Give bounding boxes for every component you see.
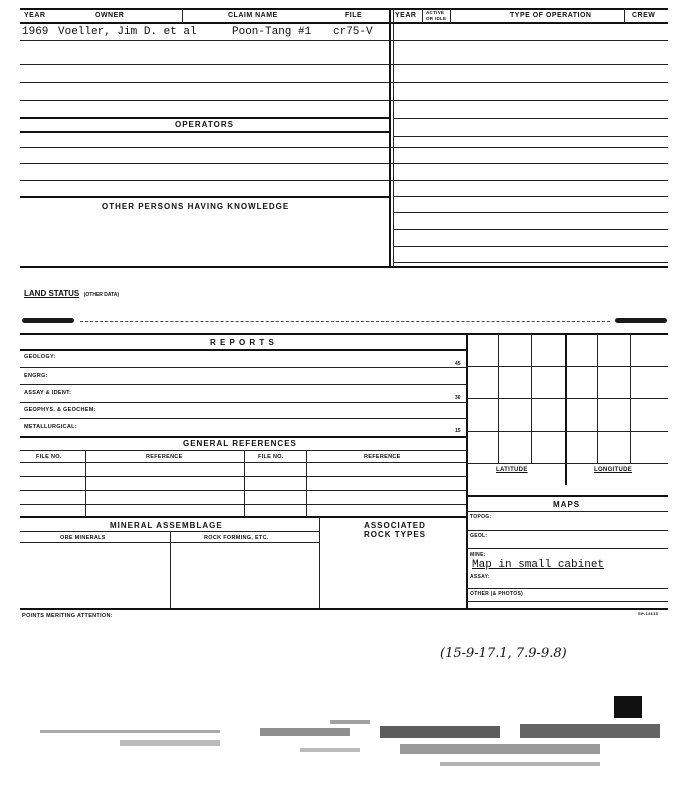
reports-header-rule [20,349,466,351]
row-line [20,450,466,451]
assay-map-label: ASSAY: [470,574,490,580]
grid-line [466,463,668,464]
type-operation-header: TYPE OF OPERATION [510,12,592,19]
associated-rock-types-title: ASSOCIATED ROCK TYPES [363,521,426,539]
geology-label: GEOLOGY: [24,354,56,360]
row-line [20,180,668,181]
mineral-top-rule [20,516,466,518]
col-line [319,516,320,608]
row-line [20,82,668,83]
row-line [20,542,319,543]
year2-header: YEAR [395,12,417,19]
active-idle-header: ACTIVE OR IDLE [426,10,447,21]
bottom-rule [20,608,668,610]
operators-bottom-rule [20,131,389,133]
rock-forming-header: ROCK FORMING, ETC. [204,535,269,541]
row-line [466,601,668,602]
col-line [85,450,86,516]
assay-label: ASSAY & IDENT: [24,390,72,396]
row-line [394,196,668,197]
row-line [394,262,668,263]
col-line [244,450,245,516]
row-line [466,530,668,531]
row-line [466,588,668,589]
top-border [20,8,668,10]
col-line [306,450,307,516]
file-no-header: FILE NO. [36,454,62,460]
entry-claim-name: Poon-Tang #1 [232,26,312,38]
divider [450,8,451,22]
divider [422,8,423,22]
row-line [20,384,466,385]
row-line [20,402,466,403]
row-line [394,212,668,213]
row-line [20,147,668,148]
metallurgical-label: METALLURGICAL: [24,424,77,430]
scale-30: 30 [455,395,461,401]
reports-top-rule [20,333,668,335]
row-line [20,40,668,41]
center-divider [389,8,391,266]
divider [182,8,183,22]
maps-top-rule [466,495,668,497]
form-code: SP-14615 [638,611,659,616]
scan-noise [0,690,678,800]
mine-value: Map in small cabinet [472,559,605,571]
scale-45: 45 [455,361,461,367]
row-line [20,163,668,164]
row-line [394,136,668,137]
points-meriting-label: POINTS MERITING ATTENTION: [22,613,113,619]
center-divider-2 [393,8,394,266]
handwritten-note: (15-9-17.1, 7.9-9.8) [440,646,567,661]
row-line [394,118,668,119]
row-line [394,246,668,247]
other-persons-top-rule [20,196,389,198]
row-line [466,511,668,512]
scan-artifact [22,318,74,323]
reference-header-2: REFERENCE [364,454,401,460]
grid-line [466,431,668,432]
mineral-assemblage-title: MINERAL ASSEMBLAGE [110,521,223,530]
operators-top-rule [20,117,389,119]
scale-15: 15 [455,428,461,434]
crew-header: CREW [632,12,656,19]
row-line [20,64,668,65]
entry-file: cr75-V [333,26,373,38]
claim-name-header: CLAIM NAME [228,12,278,19]
other-photos-label: OTHER (& PHOTOS) [470,591,524,597]
year-header: YEAR [24,12,46,19]
file-header: FILE [345,12,363,19]
row-line [20,490,466,491]
entry-year: 1969 [22,26,49,38]
land-status-label: LAND STATUS (OTHER DATA) [24,289,120,298]
dashed-line [80,321,610,322]
row-line [20,418,466,419]
owner-header: OWNER [95,12,125,19]
block-bottom-rule [20,266,668,268]
grid-line [466,366,668,367]
reference-header: REFERENCE [146,454,183,460]
row-line [20,100,668,101]
divider [624,8,625,22]
right-panel-divider [466,333,468,608]
geol-label: GEOL: [470,533,488,539]
reports-title: R E P O R T S [210,338,275,347]
row-line [20,462,466,463]
engrg-label: ENGRG: [24,373,48,379]
general-references-top-rule [20,436,466,438]
longitude-label: LONGITUDE [594,467,633,473]
row-line [20,504,466,505]
header-rule [20,22,668,24]
row-line [20,367,466,368]
operators-title: OPERATORS [175,120,234,129]
file-no-header-2: FILE NO. [258,454,284,460]
other-persons-title: OTHER PERSONS HAVING KNOWLEDGE [102,202,290,211]
entry-owner: Voeller, Jim D. et al [58,26,197,38]
maps-title: MAPS [553,500,581,509]
row-line [20,476,466,477]
scan-artifact [615,318,667,323]
latitude-label: LATITUDE [496,467,528,473]
row-line [466,548,668,549]
topog-label: TOPOG: [470,514,492,520]
ore-minerals-header: ORE MINERALS [60,535,106,541]
mine-label: MINE: [470,552,486,558]
row-line [394,229,668,230]
grid-line [466,398,668,399]
geophys-label: GEOPHYS. & GEOCHEM: [24,407,96,413]
general-references-title: GENERAL REFERENCES [183,439,297,448]
